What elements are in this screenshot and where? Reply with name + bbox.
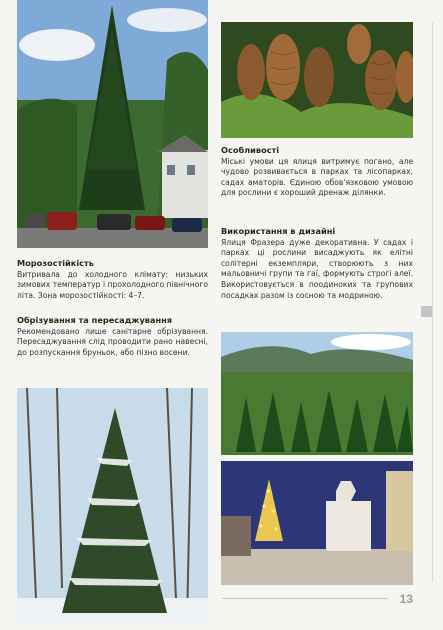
section-frost <box>17 258 208 301</box>
photo-fir-street <box>17 0 208 248</box>
footer-rule <box>222 598 388 599</box>
frost-body: Витривала до холодного клімату: низьких зимових температур і прохолодного північного літа. Зона морозостійкості: 4–7. <box>17 269 208 300</box>
photo-christmas-square <box>221 461 413 585</box>
photo-fir-plantation <box>221 332 413 455</box>
page-number: 13 <box>399 592 413 606</box>
photo-fir-cones <box>221 22 413 138</box>
frost-heading: Морозостійкість <box>17 258 94 268</box>
sidebar-tab-marker <box>421 306 432 317</box>
features-body: Міські умови ця ялиця витримує погано, але чудово розвивається в парках та лісопарках, садах аматорів. Єдиною обов'язковою умовою для рослини є хороший дренаж ділянки. <box>221 156 413 198</box>
pruning-body: Рекомендовано лише санітарне обрізування. Пересаджування слід проводити рано навесні, до розпускання бруньок, або пізно восени. <box>17 326 208 357</box>
design-body: Ялиця Фразера дуже декоративна. У садах і парках ці рослини висаджують як елітні солітерні екземпляри, створюють з них мальовничі групи та гаї, формують строгі алеї. Використовується в поодиноких та групових посадках разом із сосною та модриною. <box>221 237 413 300</box>
right-margin-rule <box>432 22 433 582</box>
section-features <box>221 145 413 199</box>
pruning-heading: Обрізування та пересаджування <box>17 315 173 325</box>
section-pruning <box>17 315 208 358</box>
photo-snowy-fir <box>17 388 208 623</box>
features-heading: Особливості <box>221 145 280 155</box>
section-design <box>221 226 413 301</box>
design-heading: Використання в дизайні <box>221 226 336 236</box>
